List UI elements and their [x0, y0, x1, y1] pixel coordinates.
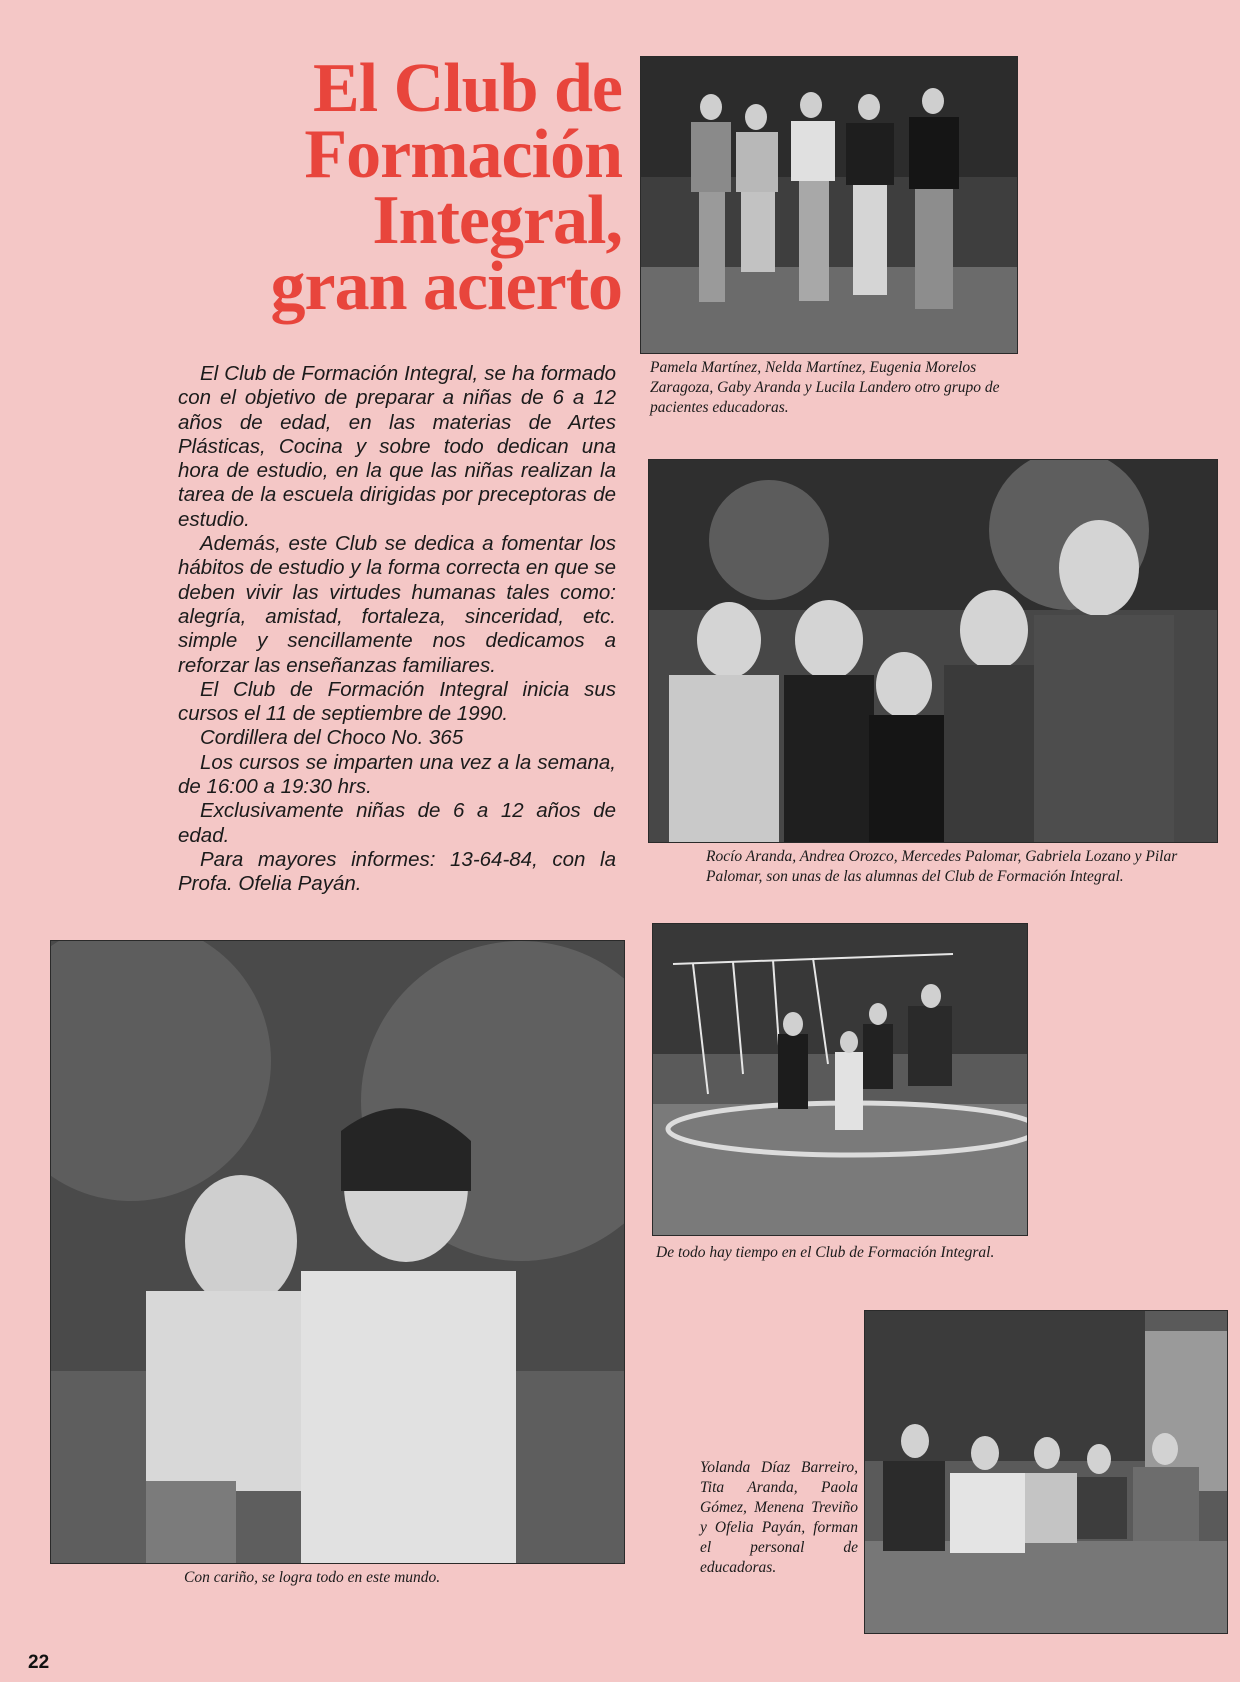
photo-educators-seated — [864, 1310, 1228, 1634]
page-number: 22 — [28, 1652, 50, 1673]
photo-caption: De todo hay tiempo en el Club de Formación Integral. — [656, 1244, 995, 1261]
photo-caption: Yolanda Díaz Barreiro, Tita Aranda, Paola Gómez, Menena Treviño y Ofelia Payán, forman el personal de educadoras. — [700, 1459, 858, 1576]
photo-trampoline — [652, 923, 1028, 1236]
body-paragraph: El Club de Formación Integral, se ha formado con el objetivo de preparar a niñas de 6 a 12 años de edad, en las materias de Artes Plásticas, Cocina y sobre todo dedican una hora de estudio, en la que las niñas realizan la tarea de la escuela dirigidas por preceptoras de estudio. — [178, 362, 616, 531]
title-line-2: Formación — [304, 116, 622, 193]
photo-caption: Con cariño, se logra todo en este mundo. — [184, 1569, 441, 1586]
body-paragraph: Cordillera del Choco No. 365 — [200, 726, 464, 750]
body-paragraph: El Club de Formación Integral inicia sus cursos el 11 de septiembre de 1990. — [178, 677, 616, 726]
title-line-3: Integral, — [372, 182, 622, 259]
body-paragraph: Exclusivamente niñas de 6 a 12 años de edad. — [178, 799, 616, 847]
title-line-1: El Club de — [313, 50, 622, 127]
body-paragraph: Para mayores informes: 13-64-84, con la Profa. Ofelia Payán. — [178, 847, 616, 896]
photo-woman-and-child — [50, 940, 625, 1564]
photo-caption: Pamela Martínez, Nelda Martínez, Eugenia Morelos Zaragoza, Gaby Aranda y Lucila Landero otro grupo de pacientes educadoras. — [650, 359, 1000, 416]
article-title — [160, 50, 622, 325]
article-body — [178, 362, 616, 897]
photo-caption: Rocío Aranda, Andrea Orozco, Mercedes Palomar, Gabriela Lozano y Pilar Palomar, son unas de las alumnas del Club de Formación Integral. — [706, 848, 1178, 885]
photo-students-group — [648, 459, 1218, 843]
body-paragraph: Además, este Club se dedica a fomentar los hábitos de estudio y la forma correcta en que se deben vivir las virtudes humanas tales como: alegría, amistad, fortaleza, sinceridad, etc. simple y sencillamente nos dedicamos a reforzar las enseñanzas familiares. — [178, 532, 616, 677]
photo-educators-standing — [640, 56, 1018, 354]
body-paragraph: Los cursos se imparten una vez a la semana, de 16:00 a 19:30 hrs. — [178, 750, 616, 799]
title-line-4: gran acierto — [270, 248, 622, 325]
